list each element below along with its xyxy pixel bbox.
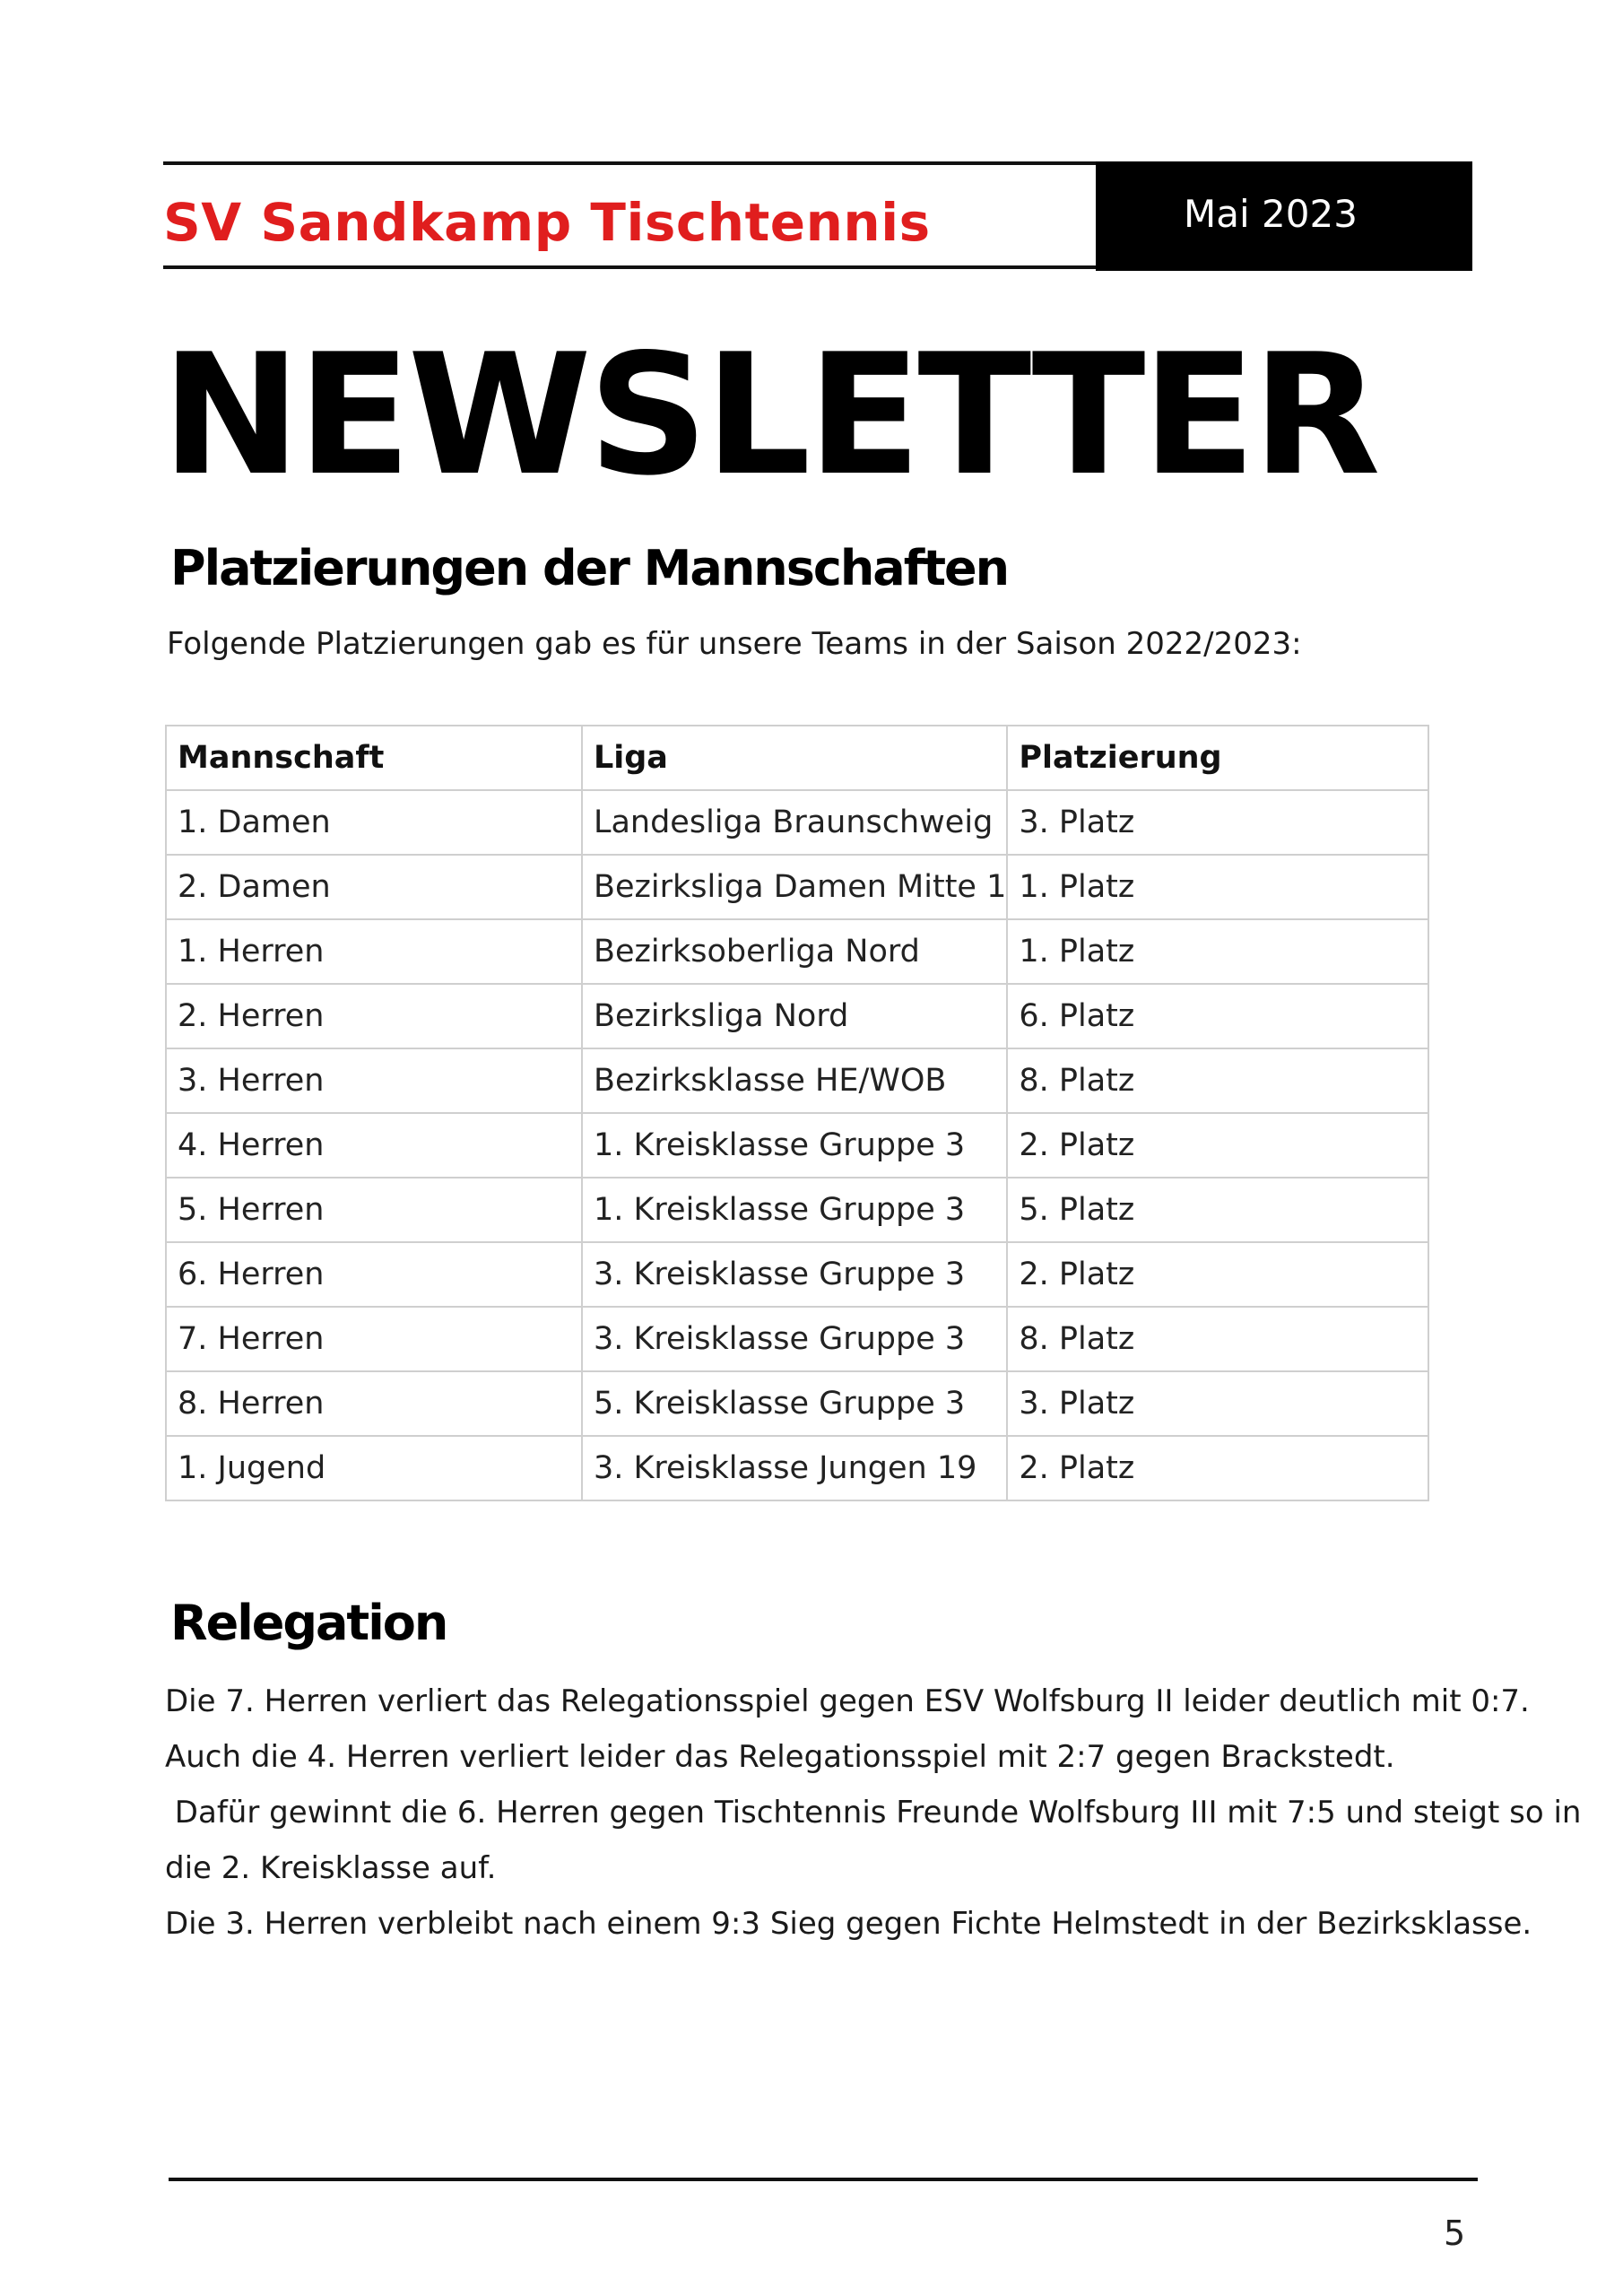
table-row <box>166 919 1428 984</box>
standings-table <box>165 725 1429 1501</box>
team-cell: 6. Herren <box>166 1242 582 1307</box>
team-cell: 8. Herren <box>166 1371 582 1436</box>
relegation-heading: Relegation <box>170 1595 447 1651</box>
team-cell: 2. Herren <box>166 984 582 1048</box>
league-cell: Bezirksliga Nord <box>582 984 1007 1048</box>
league-cell: Bezirksliga Damen Mitte 1 <box>582 855 1007 919</box>
team-cell: 5. Herren <box>166 1178 582 1242</box>
placement-cell: 1. Platz <box>1007 855 1428 919</box>
team-cell: 2. Damen <box>166 855 582 919</box>
league-cell: 3. Kreisklasse Gruppe 3 <box>582 1307 1007 1371</box>
placement-cell: 2. Platz <box>1007 1113 1428 1178</box>
league-cell: 3. Kreisklasse Gruppe 3 <box>582 1242 1007 1307</box>
club-name: SV Sandkamp Tischtennis <box>163 192 931 253</box>
table-row <box>166 1048 1428 1113</box>
footer-rule <box>169 2178 1478 2181</box>
standings-heading: Platzierungen der Mannschaften <box>170 540 1009 596</box>
league-cell: 3. Kreisklasse Jungen 19 <box>582 1436 1007 1500</box>
team-cell: 4. Herren <box>166 1113 582 1178</box>
team-cell: 3. Herren <box>166 1048 582 1113</box>
placement-cell: 8. Platz <box>1007 1048 1428 1113</box>
table-row <box>166 790 1428 855</box>
placement-cell: 1. Platz <box>1007 919 1428 984</box>
table-row <box>166 1113 1428 1178</box>
table-row <box>166 984 1428 1048</box>
relegation-line: die 2. Kreisklasse auf. <box>165 1850 497 1886</box>
placement-cell: 8. Platz <box>1007 1307 1428 1371</box>
date-box <box>1096 161 1472 271</box>
newsletter-title: NEWSLETTER <box>161 317 1377 512</box>
league-cell: Landesliga Braunschweig <box>582 790 1007 855</box>
placement-cell: 5. Platz <box>1007 1178 1428 1242</box>
issue-date: Mai 2023 <box>1184 192 1358 236</box>
placement-cell: 2. Platz <box>1007 1436 1428 1500</box>
column-header-team: Mannschaft <box>166 726 582 790</box>
team-cell: 1. Damen <box>166 790 582 855</box>
league-cell: 1. Kreisklasse Gruppe 3 <box>582 1178 1007 1242</box>
team-cell: 1. Herren <box>166 919 582 984</box>
league-cell: 5. Kreisklasse Gruppe 3 <box>582 1371 1007 1436</box>
relegation-line: Auch die 4. Herren verliert leider das Relegationsspiel mit 2:7 gegen Brackstedt. <box>165 1739 1395 1775</box>
table-row <box>166 1242 1428 1307</box>
table-row <box>166 1436 1428 1500</box>
standings-intro: Folgende Platzierungen gab es für unsere Teams in der Saison 2022/2023: <box>167 626 1302 662</box>
team-cell: 7. Herren <box>166 1307 582 1371</box>
league-cell: Bezirksklasse HE/WOB <box>582 1048 1007 1113</box>
column-header-placement: Platzierung <box>1007 726 1428 790</box>
placement-cell: 3. Platz <box>1007 1371 1428 1436</box>
relegation-line: Die 7. Herren verliert das Relegationsspiel gegen ESV Wolfsburg II leider deutlich mit 0:7. <box>165 1683 1530 1719</box>
column-header-league: Liga <box>582 726 1007 790</box>
league-cell: 1. Kreisklasse Gruppe 3 <box>582 1113 1007 1178</box>
placement-cell: 3. Platz <box>1007 790 1428 855</box>
header-rule-bottom <box>163 265 1096 269</box>
relegation-line: Die 3. Herren verbleibt nach einem 9:3 Sieg gegen Fichte Helmstedt in der Bezirksklasse. <box>165 1906 1532 1942</box>
relegation-text <box>165 1674 1582 1952</box>
team-cell: 1. Jugend <box>166 1436 582 1500</box>
page-number: 5 <box>1444 2213 1466 2253</box>
relegation-line: Dafür gewinnt die 6. Herren gegen Tischtennis Freunde Wolfsburg III mit 7:5 und steigt so in <box>165 1795 1582 1831</box>
header-rule-top <box>163 161 1096 165</box>
placement-cell: 2. Platz <box>1007 1242 1428 1307</box>
table-row <box>166 855 1428 919</box>
placement-cell: 6. Platz <box>1007 984 1428 1048</box>
table-row <box>166 1178 1428 1242</box>
table-row <box>166 1371 1428 1436</box>
table-row <box>166 1307 1428 1371</box>
table-header-row <box>166 726 1428 790</box>
league-cell: Bezirksoberliga Nord <box>582 919 1007 984</box>
